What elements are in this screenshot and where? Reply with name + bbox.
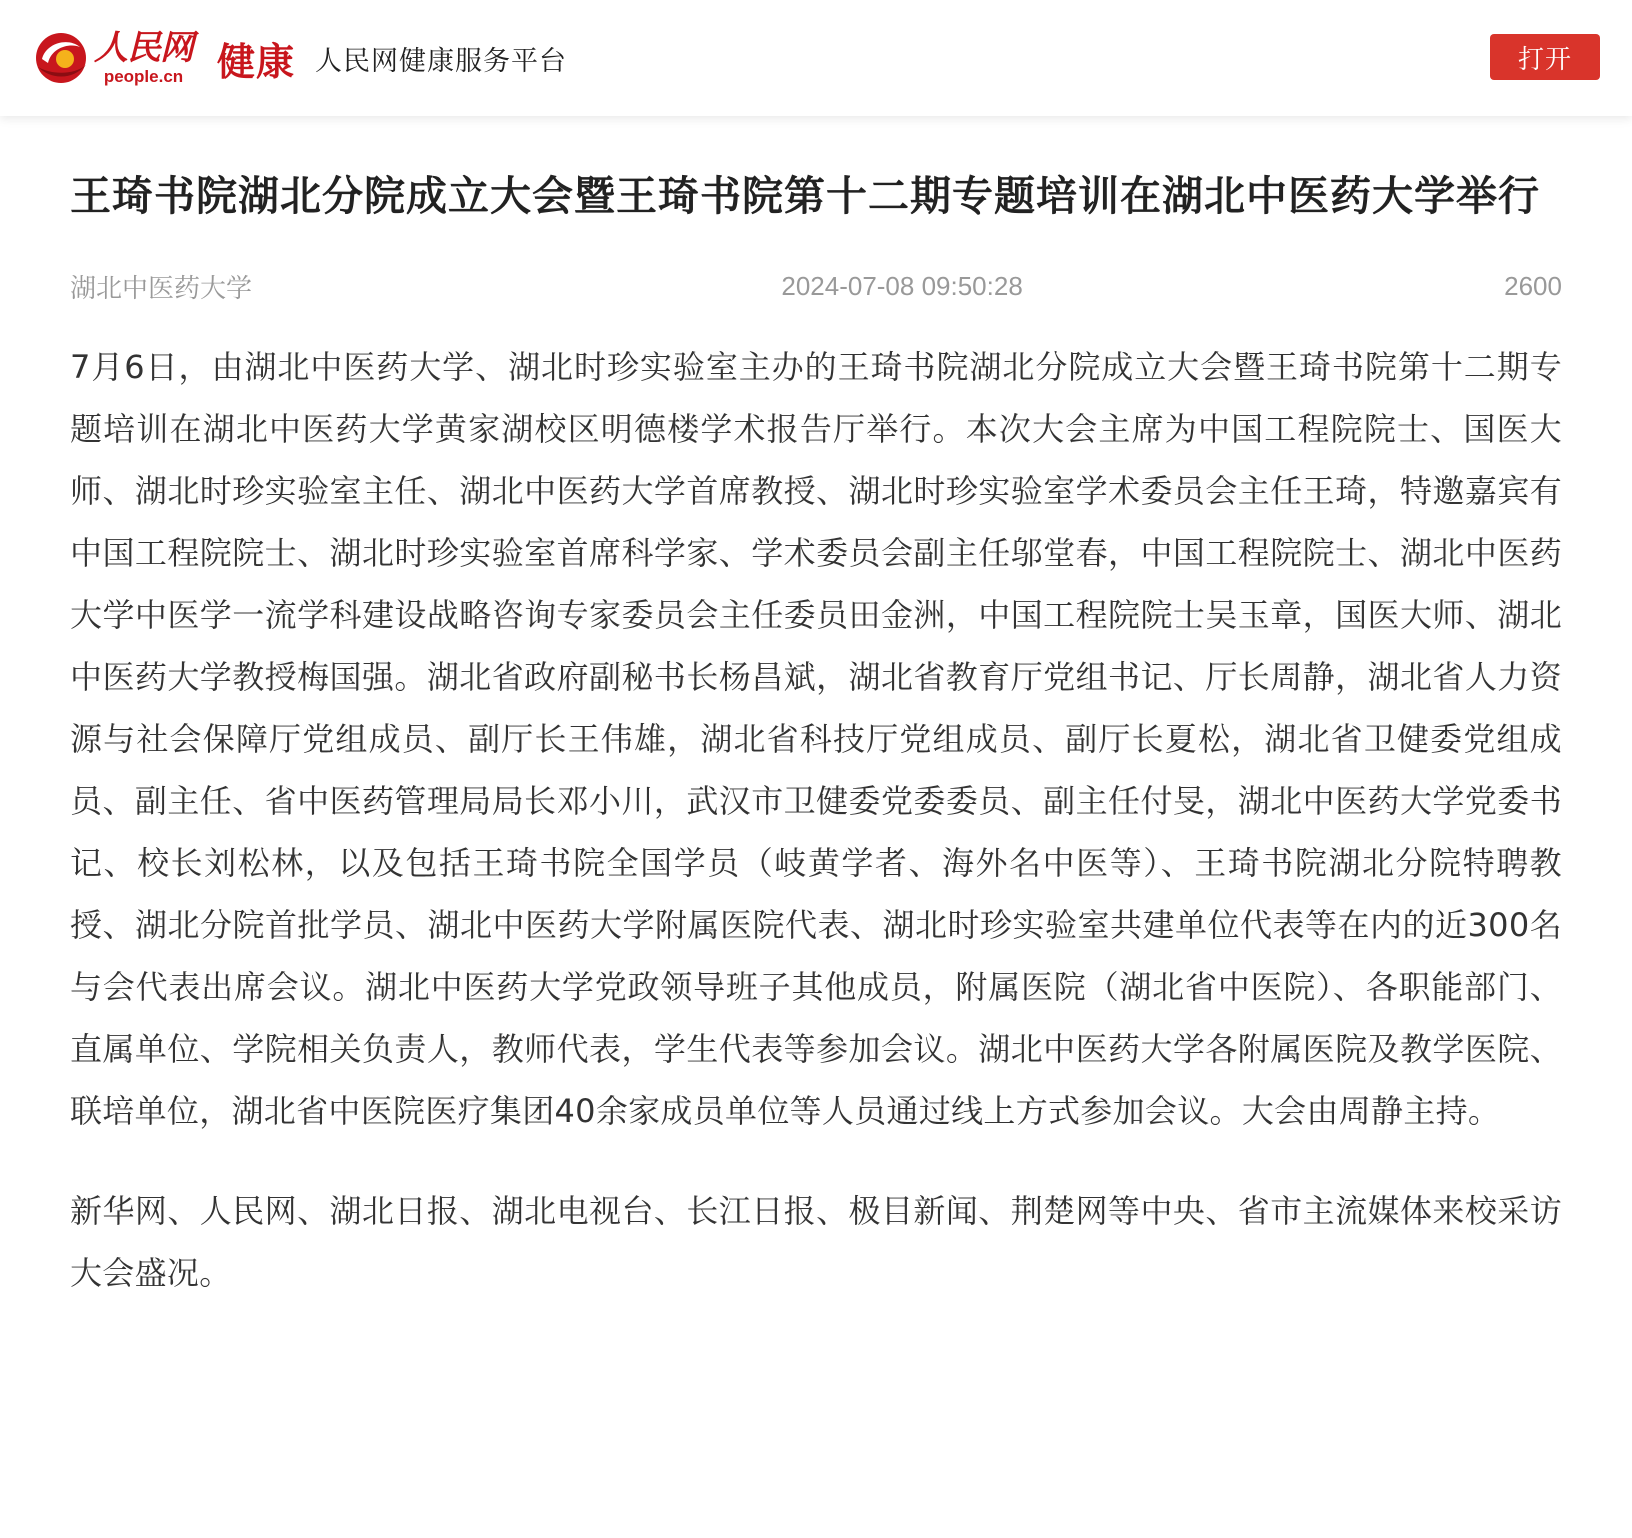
article-title: 王琦书院湖北分院成立大会暨王琦书院第十二期专题培训在湖北中医药大学举行 [70, 172, 1540, 220]
brand-name-cn: 人民网 [94, 28, 193, 68]
top-header [0, 0, 1632, 116]
article [0, 116, 1632, 1304]
people-logo[interactable] [32, 23, 193, 93]
platform-name: 人民网健康服务平台 [315, 45, 568, 77]
view-count: 2600 [1504, 270, 1562, 301]
open-app-button[interactable]: 打开 [1490, 34, 1600, 80]
article-body [70, 336, 1562, 1304]
article-meta [70, 268, 1562, 304]
brand-name-en: people.cn [103, 67, 184, 86]
brand-text [94, 28, 193, 86]
article-source: 湖北中医药大学 [70, 273, 253, 304]
article-datetime: 2024-07-08 09:50:28 [781, 270, 1023, 301]
channel-name[interactable]: 健康 [217, 39, 296, 84]
article-paragraph: 新华网、人民网、湖北日报、湖北电视台、长江日报、极目新闻、荆楚网等中央、省市主流媒体来校采访大会盛况。 [70, 1192, 1562, 1292]
people-logo-icon [32, 29, 90, 87]
article-paragraph: 7月6日，由湖北中医药大学、湖北时珍实验室主办的王琦书院湖北分院成立大会暨王琦书院第十二期专题培训在湖北中医药大学黄家湖校区明德楼学术报告厅举行。本次大会主席为中国工程院院士、国医大师、湖北时珍实验室主任、湖北中医药大学首席教授、湖北时珍实验室学术委员会主任王琦，特邀嘉宾有中国工程院院士、湖北时珍实验室首席科学家、学术委员会副主任邬堂春，中国工程院院士、湖北中医药大学中医学一流学科建设战略咨询专家委员会主任委员田金洲，中国工程院院士吴玉章，国医大师、湖北中医药大学教授梅国强。湖北省政府副秘书长杨昌斌，湖北省教育厅党组书记、厅长周静，湖北省人力资源与社会保障厅党组成员、副厅长王伟雄，湖北省科技厅党组成员、副厅长夏松，湖北省卫健委党组成员、副主任、省中医药管理局局长邓小川，武汉市卫健委党委委员、副主任付旻，湖北中医药大学党委书记、校长刘松林，以及包括王琦书院全国学员（岐黄学者、海外名中医等）、王琦书院湖北分院特聘教授、湖北分院首批学员、湖北中医药大学附属医院代表、湖北时珍实验室共建单位代表等在内的近300名与会代表出席会议。湖北中医药大学党政领导班子其他成员，附属医院（湖北省中医院）、各职能部门、直属单位、学院相关负责人，教师代表，学生代表等参加会议。湖北中医药大学各附属医院及教学医院、联培单位，湖北省中医院医疗集团40余家成员单位等人员通过线上方式参加会议。大会由周静主持。 [70, 348, 1562, 1130]
